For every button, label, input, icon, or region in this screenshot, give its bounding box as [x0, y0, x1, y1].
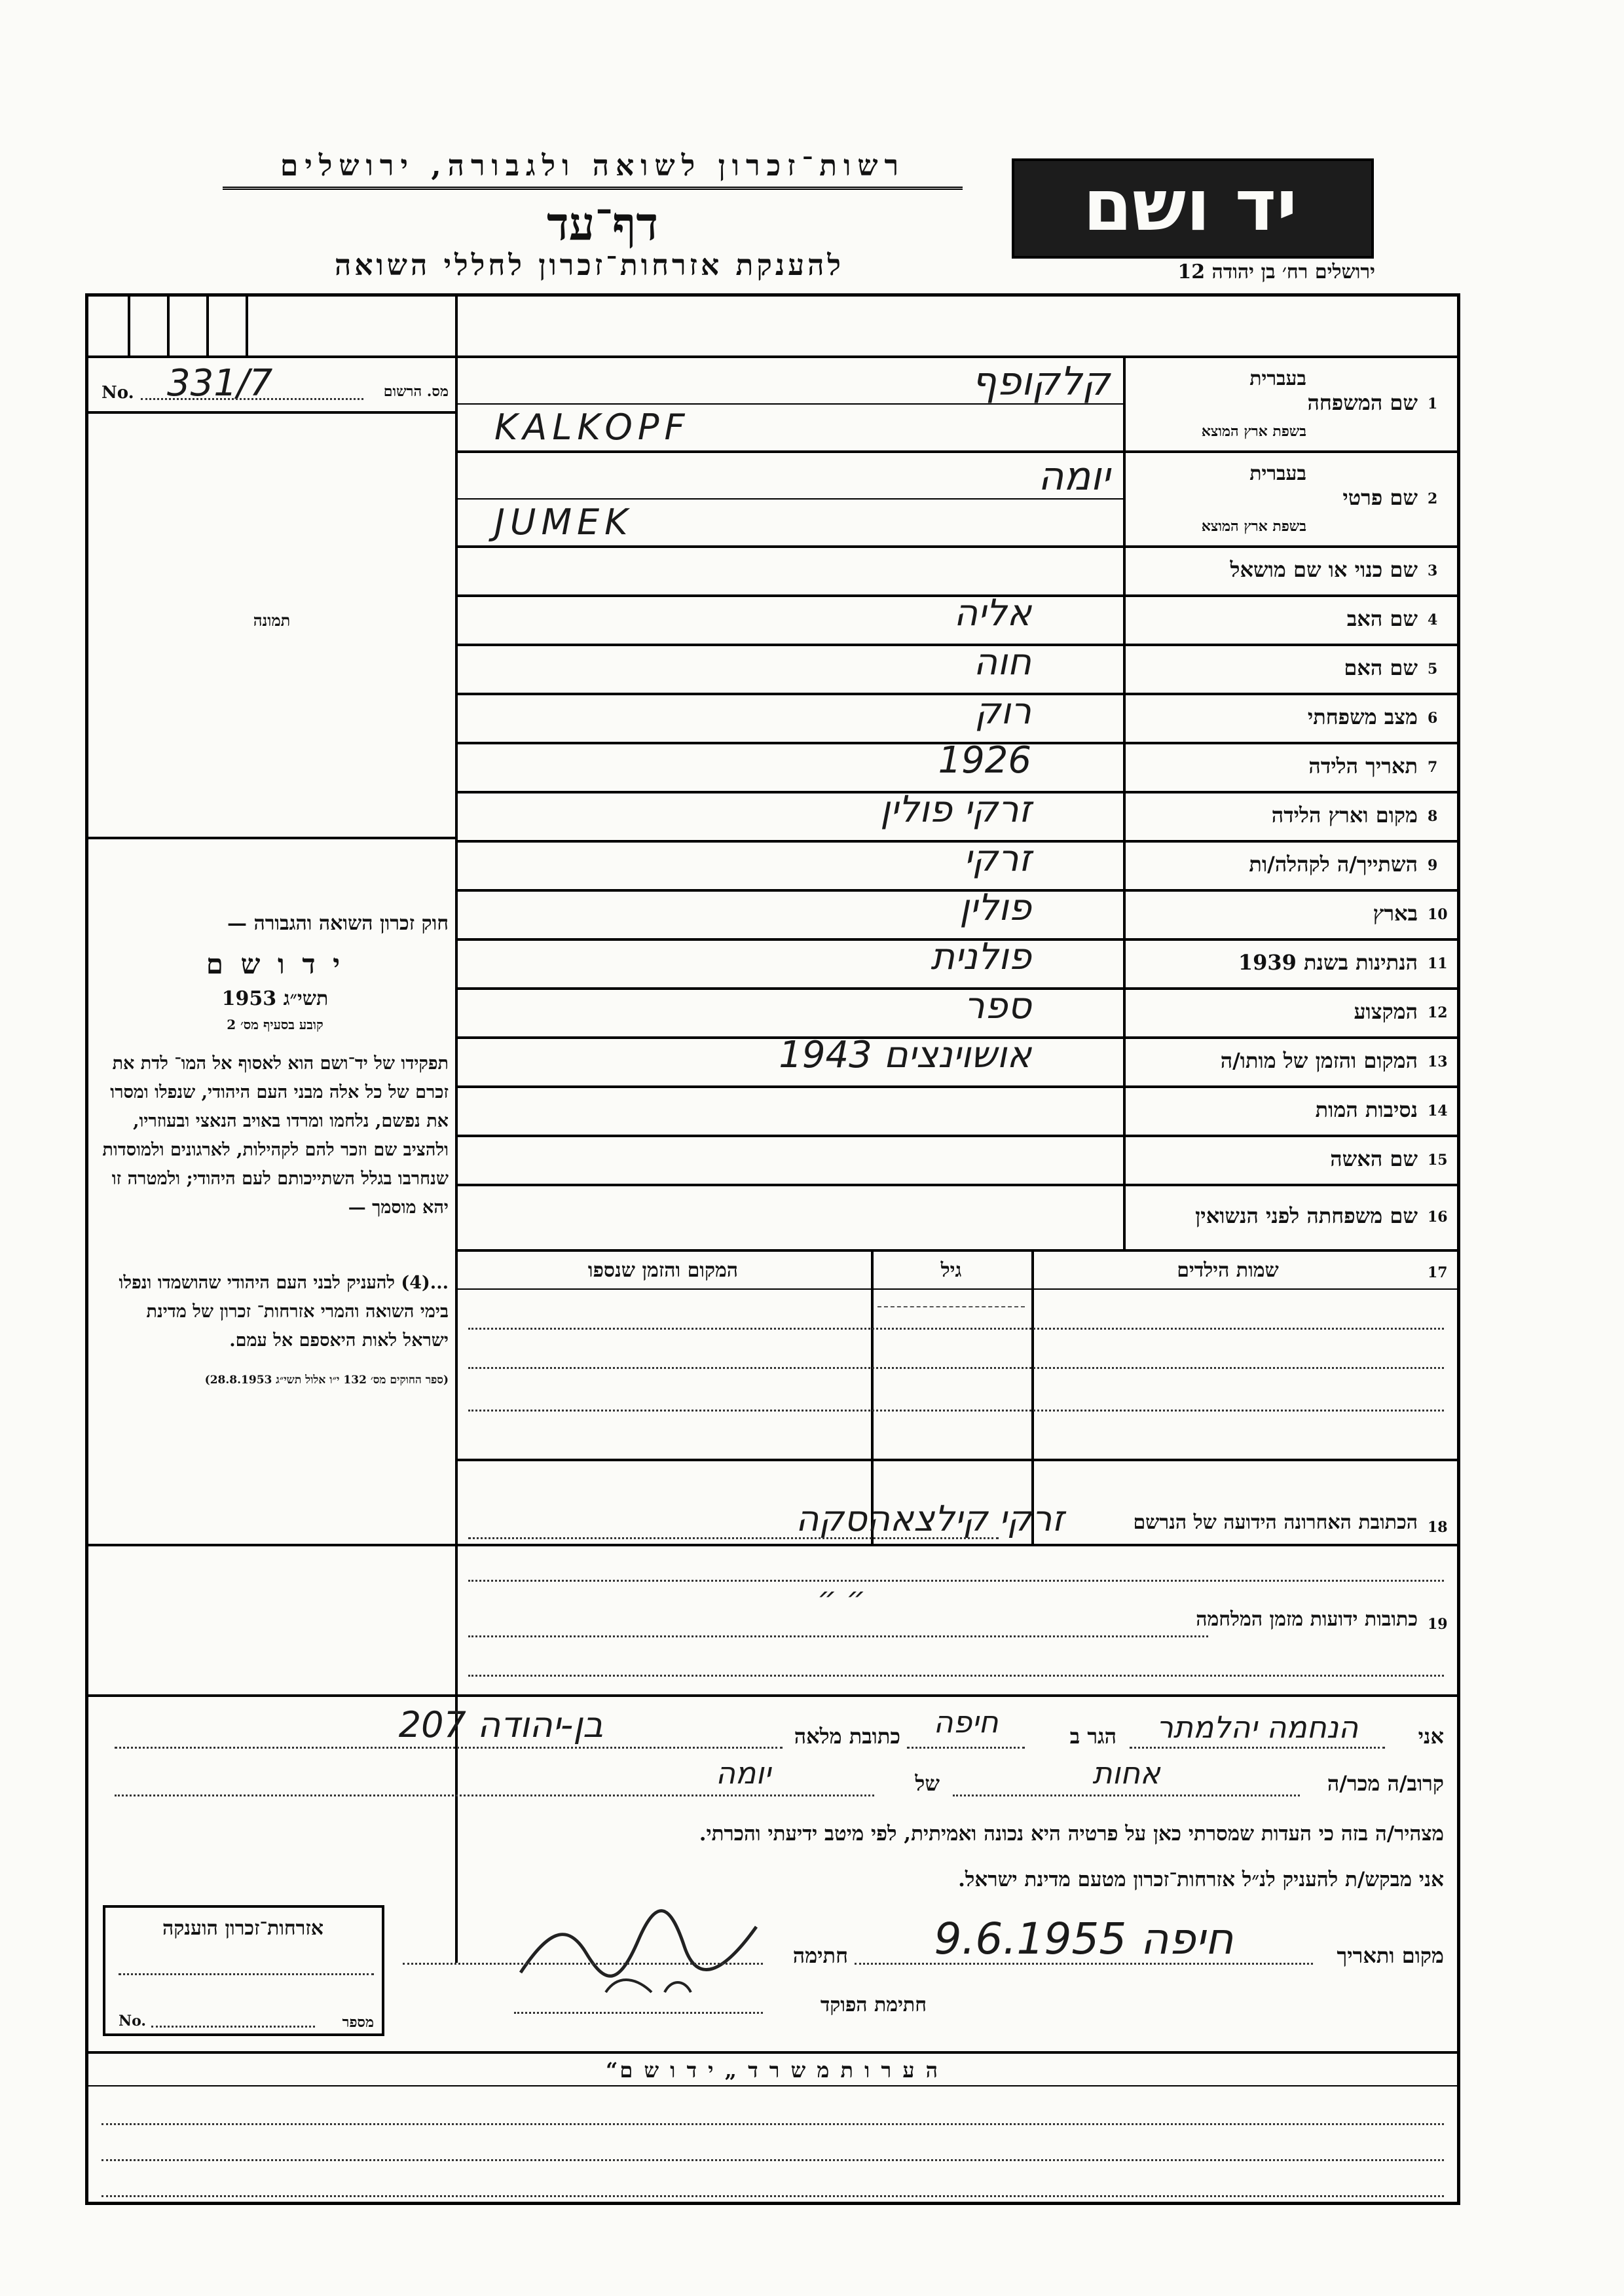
officer-line	[514, 2012, 763, 2014]
field-value-hebrew-1: קלקופף	[971, 359, 1110, 405]
field-label-10: בארץ	[1373, 900, 1418, 926]
declarant-city: חיפה	[933, 1704, 999, 1740]
signature-line	[855, 1963, 1313, 1965]
remarks-title: ה ע ר ו ת מ ש ר ד „ י ד ו ש ם“	[605, 2058, 940, 2083]
children-line	[877, 1306, 1025, 1307]
relation-value: אחות	[1092, 1755, 1160, 1791]
form-frame	[85, 293, 1460, 2205]
remarks-line	[101, 2123, 1444, 2125]
stamp-number-label: מספר	[342, 2014, 374, 2031]
divider	[455, 1184, 1457, 1186]
field-label-15: שם האשה	[1330, 1146, 1418, 1171]
logo-text: יד ושם	[1082, 165, 1298, 247]
address-line	[468, 1537, 999, 1539]
field-label-7: תאריך הלידה	[1308, 753, 1418, 778]
field-value-origin-1: KALKOPF	[494, 406, 690, 448]
field-value-18: זרקי קילצאהסקה	[796, 1498, 1064, 1539]
stamp-box	[103, 1905, 384, 2036]
declaration-line	[907, 1747, 1025, 1749]
divider	[455, 545, 1457, 548]
field-label-8: מקום וארץ הלידה	[1271, 802, 1418, 828]
registration-label: מס. הרשום	[383, 383, 449, 400]
stamp-line	[119, 1973, 374, 1975]
full-address-value: בן-יהודה 207	[398, 1704, 604, 1745]
declarant-name: הנחמה יהלמתר	[1156, 1709, 1359, 1745]
declaration-request: אני מבקש/ת להעניק לנ״ל אזרחות־זכרון מטעם מדינת ישראל.	[958, 1868, 1444, 1891]
law-source: (ספר החוקים מס׳ 132 י״ו אלול תשי״ג 28.8.1953)	[204, 1374, 449, 1387]
field-number-15: 15	[1428, 1151, 1448, 1169]
declaration-line	[1130, 1747, 1385, 1749]
divider	[88, 355, 1457, 358]
field-number-5: 5	[1428, 660, 1438, 678]
relative-label: קרוב/ה מכר/ה	[1327, 1771, 1444, 1796]
field-value-11: פולנית	[931, 936, 1031, 978]
field-number-14: 14	[1428, 1102, 1448, 1120]
field-value-8: זרקי פולין	[880, 788, 1031, 831]
field-value-19: ״ ״	[817, 1580, 866, 1615]
box-divider	[206, 297, 209, 355]
stamp-line	[151, 2026, 315, 2028]
field-label-12: המקצוע	[1354, 998, 1418, 1024]
law-name: י ד ו ש ם	[206, 948, 344, 980]
law-paragraph-4: ...(4) להעניק לבני העם היהודי שהושמדו ונפלו בימי השואה והמרי אזרחות־ זכרון של מדינת ישראל לאות היאספם אל עמם.	[119, 1273, 449, 1351]
declaration-ani: אני	[1418, 1724, 1444, 1749]
field-number-9: 9	[1428, 856, 1438, 874]
field-number-8: 8	[1428, 807, 1438, 825]
field-number-10: 10	[1428, 905, 1448, 923]
children-age-header: גיל	[940, 1259, 962, 1282]
registration-number: 331/7	[167, 362, 273, 405]
field-number-11: 11	[1428, 955, 1448, 972]
address-line	[468, 1675, 1444, 1677]
declaration-line	[953, 1795, 1300, 1796]
children-place-header: המקום והזמן שנספו	[587, 1259, 739, 1282]
field-value-4: אליה	[953, 592, 1031, 634]
field-label-11: הנתינות בשנת 1939	[1238, 949, 1418, 975]
divider	[455, 1249, 1457, 1252]
field-value-12: ספר	[964, 985, 1031, 1027]
field-value-7: 1926	[938, 739, 1031, 782]
field-value-origin-2: JUMEK	[494, 501, 633, 543]
declaration-line	[115, 1747, 783, 1749]
field-label-3: שם כנוי או שם מושאל	[1230, 556, 1418, 582]
form-subtitle: להענקת אזרחות־זכרון לחללי השואה	[334, 249, 844, 282]
divider	[88, 2051, 1457, 2054]
divider	[455, 450, 1457, 453]
field-label-14: נסיבות המות	[1315, 1097, 1418, 1122]
field-value-hebrew-2: יומה	[1038, 454, 1110, 500]
divider	[455, 1288, 1457, 1290]
officer-label: חתימת הפוקד	[820, 1994, 927, 2016]
stamp-no-label: No.	[119, 2013, 147, 2030]
signature-label: חתימה	[792, 1943, 848, 1968]
registration-no-label: No.	[101, 383, 134, 403]
field-value-10: פולין	[959, 886, 1031, 929]
field-sub-origin-2: בשפת ארץ המוצא	[1201, 518, 1306, 535]
registration-line	[141, 398, 363, 400]
field-number-17: 17	[1428, 1264, 1448, 1281]
declaration-lives-in: הגר ב	[1069, 1724, 1116, 1749]
field-value-13: אושוינצים 1943	[779, 1034, 1031, 1076]
field-value-6: רוק	[974, 690, 1031, 733]
law-body: תפקידו של יד־ושם הוא לאסוף אל המו־ לדת את זכרם של כל אלה מבני העם היהודי, שנפלו ומסרו את נפשם, נלחמו ומרדו באויב הנאצי ובעוזריו, ולהציב שם וזכר להם לקהילות, לארגונים ולמוסדות שנחרבו בגלל השתייכותם לעם היהודי; ולמטרה זו יהא מוסמך —	[102, 1053, 449, 1218]
field-label-19: כתובות ידועות מזמן המלחמה	[1196, 1608, 1418, 1631]
signature-line	[403, 1963, 763, 1965]
of-label: של	[915, 1771, 940, 1796]
declaration-statement: מצהיר/ה בזה כי העדות שמסרתי כאן על פרטיה היא נכונה ואמיתית, לפי מיטב ידיעתי והכרתי.	[699, 1822, 1444, 1846]
field-number-7: 7	[1428, 758, 1438, 776]
law-year: תשי״ג 1953	[221, 987, 329, 1010]
logo-address: ירושלים רח׳ בן יהודה 12	[1177, 261, 1375, 283]
organization-name: רשות־זכרון לשואה ולגבורה, ירושלים	[223, 149, 963, 190]
field-number-4: 4	[1428, 611, 1438, 629]
field-number-6: 6	[1428, 709, 1438, 727]
children-names-header: שמות הילדים	[1177, 1259, 1279, 1282]
divider	[455, 1135, 1457, 1137]
field-label-2: שם פרטי	[1342, 484, 1418, 510]
children-row-line	[468, 1410, 1444, 1412]
signature-image	[507, 1894, 783, 2005]
children-row-line	[468, 1328, 1444, 1330]
full-address-label: כתובת מלאה	[794, 1724, 900, 1749]
place-date-label: מקום ותאריך	[1337, 1943, 1444, 1968]
field-label-4: שם האב	[1346, 606, 1418, 631]
of-name-value: יומה	[715, 1755, 771, 1791]
field-number-18: 18	[1428, 1519, 1448, 1536]
field-label-1: שם המשפחה	[1307, 390, 1418, 415]
field-number-2: 2	[1428, 490, 1438, 507]
divider	[455, 1459, 1457, 1461]
label-column-divider	[1123, 355, 1126, 1249]
field-value-9: זרקי	[963, 837, 1031, 880]
field-label-9: השתייך/ה לקהלה/ות	[1249, 851, 1418, 877]
address-line	[468, 1635, 1208, 1637]
divider	[88, 2085, 1457, 2086]
remarks-line	[101, 2195, 1444, 2197]
box-divider	[167, 297, 170, 355]
field-number-19: 19	[1428, 1616, 1448, 1633]
divider	[455, 1085, 1457, 1088]
divider	[88, 837, 455, 839]
remarks-line	[101, 2159, 1444, 2161]
field-label-16: שם משפחתה לפני הנשואין	[1195, 1203, 1418, 1228]
field-sub-hebrew-2: בעברית	[1249, 462, 1306, 485]
field-number-3: 3	[1428, 562, 1438, 579]
form-title: דף־עד	[546, 196, 658, 251]
divider	[88, 1544, 1457, 1546]
field-value-5: חוה	[973, 641, 1031, 683]
box-divider	[246, 297, 248, 355]
field-number-13: 13	[1428, 1053, 1448, 1070]
law-clause: קובע בסעיף מס׳ 2	[227, 1017, 323, 1032]
field-sub-origin-1: בשפת ארץ המוצא	[1201, 423, 1306, 440]
field-number-16: 16	[1428, 1209, 1448, 1226]
stamp-title: אזרחות־זכרון הוענקה	[162, 1917, 324, 1940]
place-date-value: חיפה 9.6.1955	[934, 1914, 1234, 1964]
field-label-13: המקום והזמן של מותו/ה	[1220, 1048, 1418, 1073]
field-label-5: שם האם	[1344, 655, 1418, 680]
divider	[88, 411, 455, 414]
photo-label: תמונה	[253, 611, 291, 630]
divider	[88, 1694, 1457, 1697]
declaration-line	[115, 1795, 874, 1796]
field-number-1: 1	[1428, 395, 1438, 412]
field-sub-hebrew-1: בעברית	[1249, 367, 1306, 390]
column-divider	[455, 297, 458, 1544]
field-label-6: מצב משפחתי	[1307, 704, 1418, 729]
children-row-line	[468, 1367, 1444, 1369]
box-divider	[128, 297, 130, 355]
law-title: חוק זכרון השואה והגבורה —	[227, 912, 449, 935]
field-label-18: הכתובת האחרונה הידועה של הנרשם	[1133, 1511, 1418, 1534]
field-number-12: 12	[1428, 1004, 1448, 1021]
